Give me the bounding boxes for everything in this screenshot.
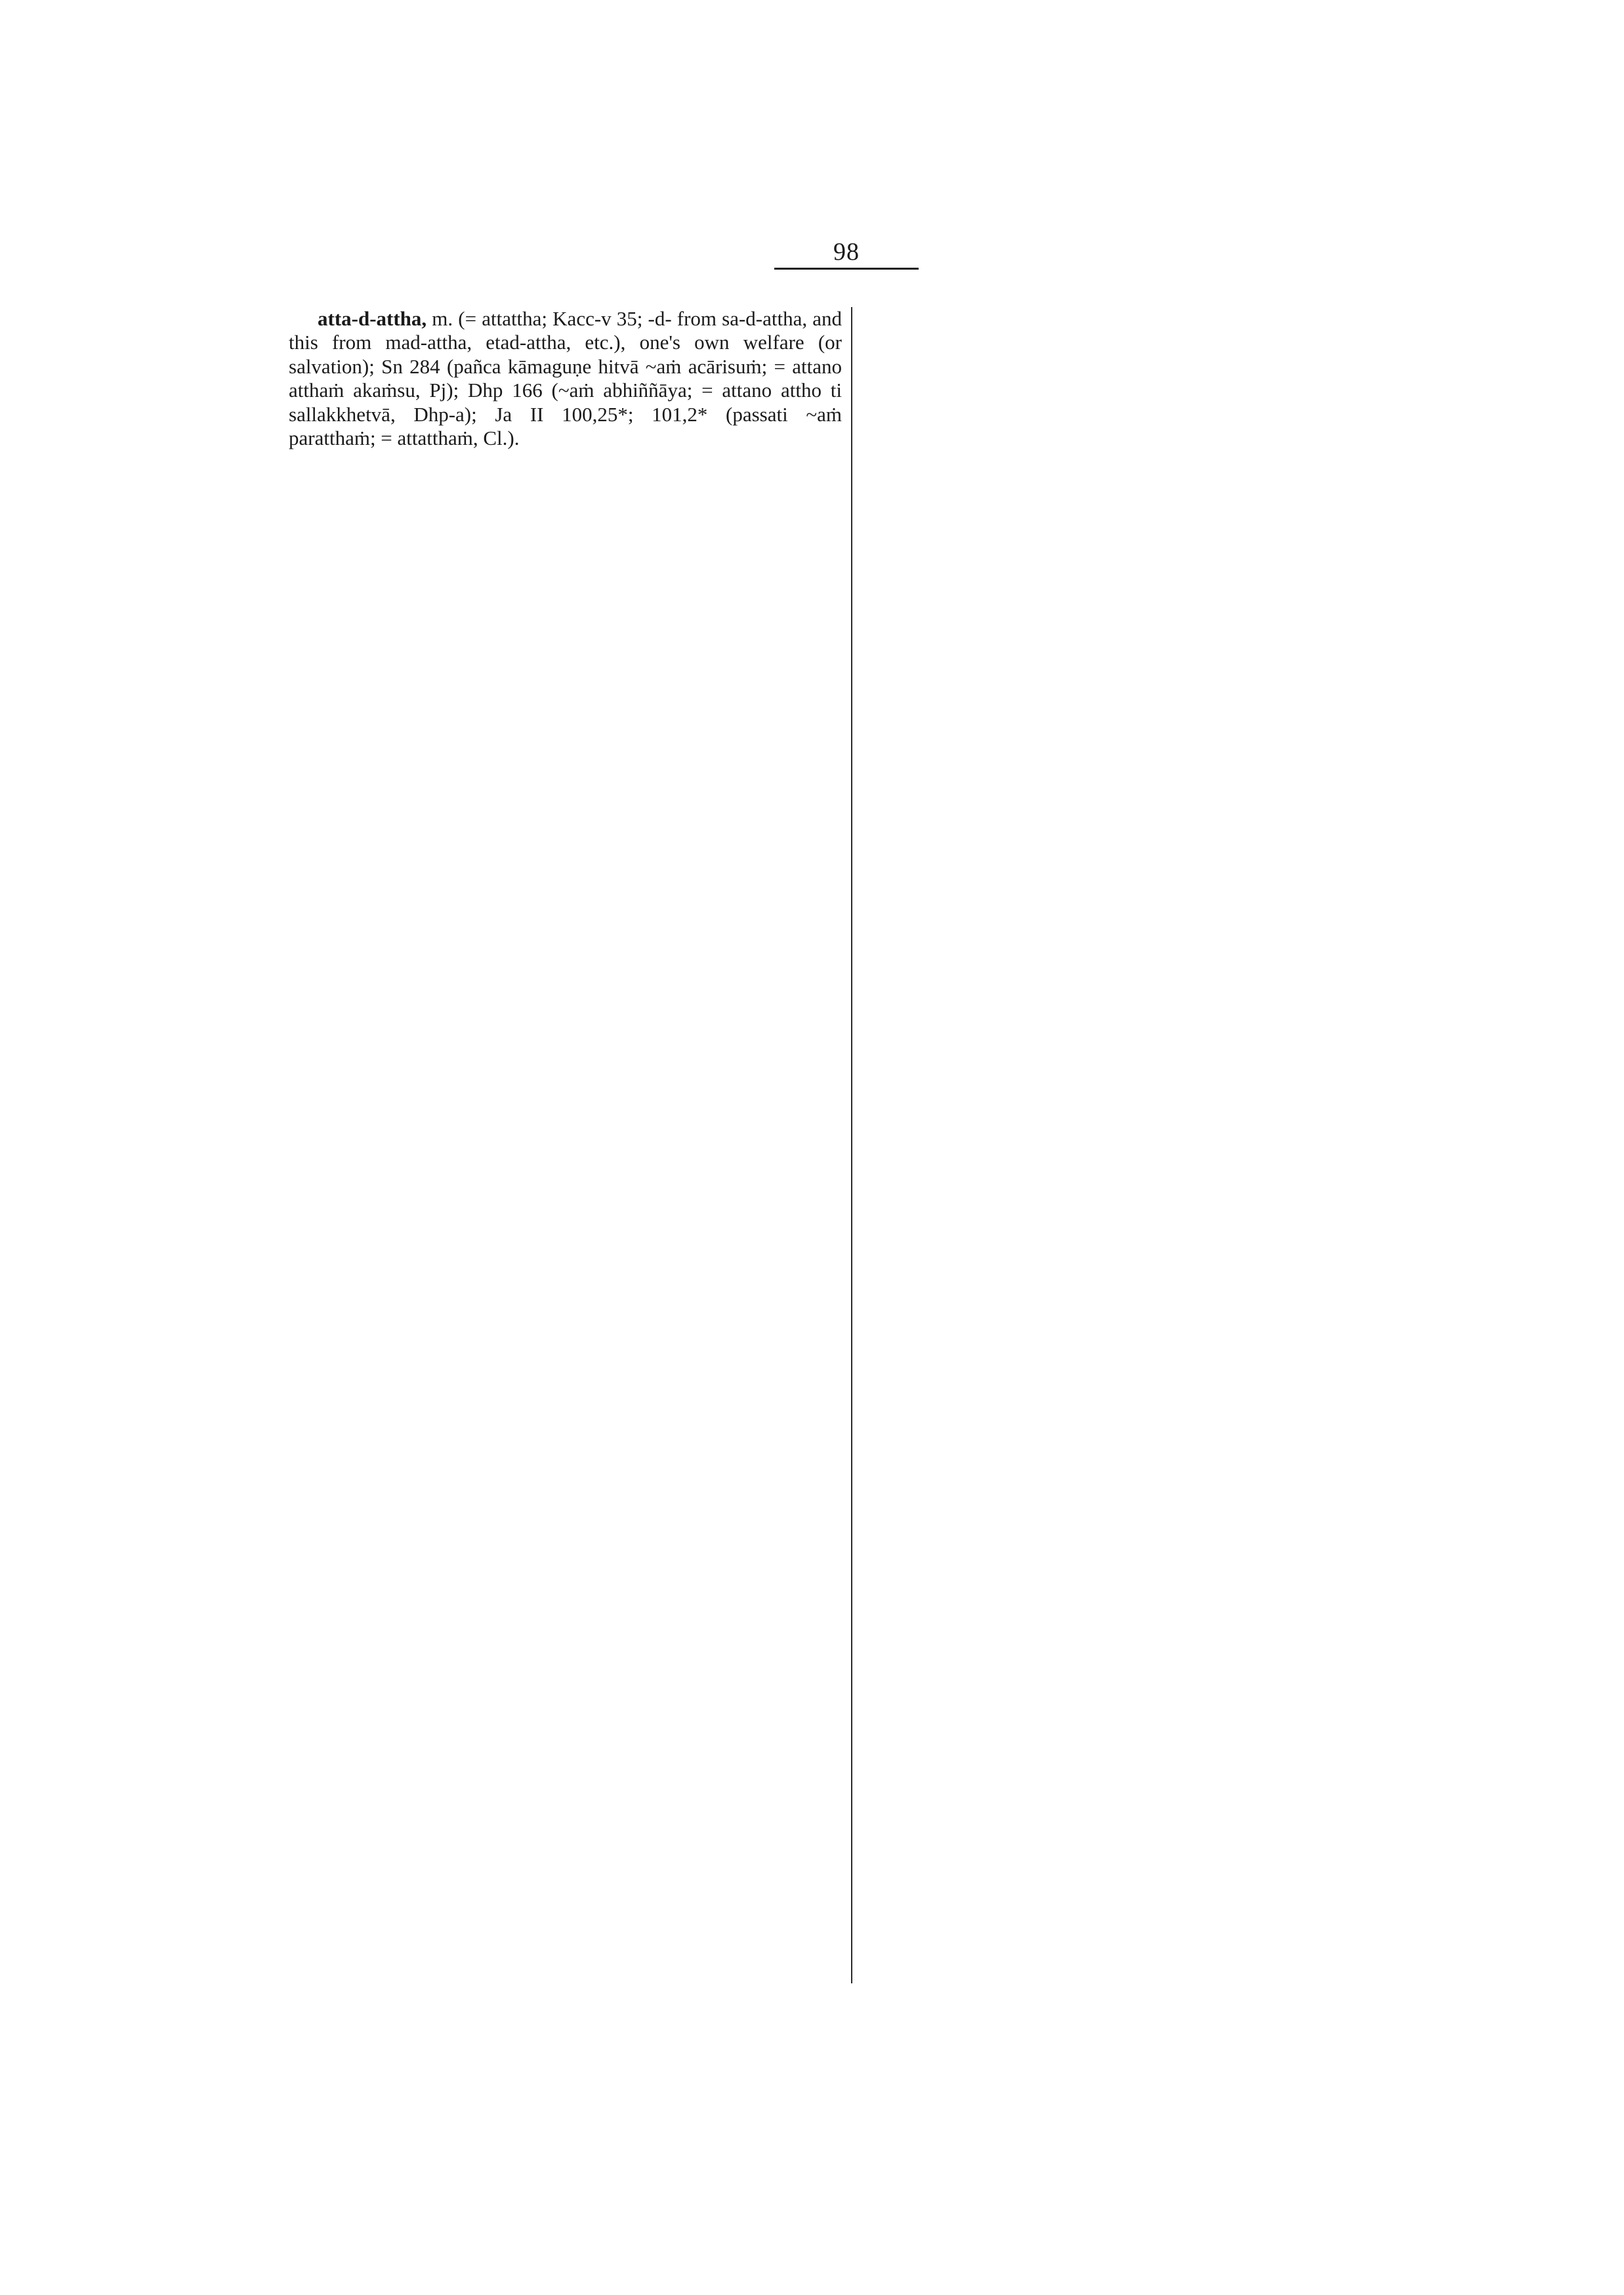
entry-body: m. (= attattha; Kacc-v 35; -d- from sa-d-attha, and this from mad-attha, etad-attha, etc.), one's own welfare (or salvation); Sn 284 (pañca kāmaguṇe hitvā ~aṁ acārisuṁ; = attano atthaṁ akaṁsu, Pj); Dhp 166 (~aṁ abhiññāya; = attano attho ti sallakkhetvā, Dhp-a); Ja II 100,25*; 101,2* (passati ~aṁ paratthaṁ; = attatthaṁ, Cl.). bbox=[289, 307, 842, 450]
dictionary-entry bbox=[289, 307, 842, 450]
page-rule bbox=[774, 268, 919, 270]
column-divider bbox=[851, 307, 852, 1983]
page-number: 98 bbox=[833, 238, 860, 266]
left-column[interactable] bbox=[289, 307, 842, 450]
entry-headword: atta-d-attha, bbox=[318, 307, 427, 330]
